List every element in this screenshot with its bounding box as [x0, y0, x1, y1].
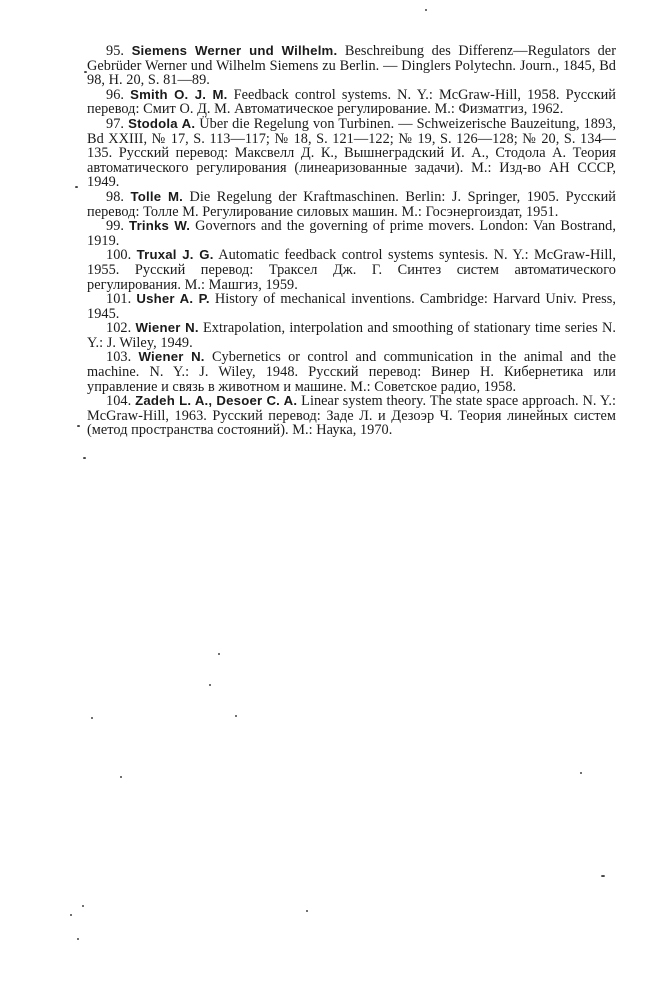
scan-speck [209, 684, 211, 686]
scan-speck [84, 71, 87, 73]
reference-authors: Tolle M. [130, 188, 184, 204]
reference-text: Automatic feedback control systems syntesis. N. Y.: McGraw-Hill, 1955. Русский перевод: Траксел Дж. Г. Синтез систем автоматического регулирования. М.: Машгиз, 1959. [87, 247, 617, 293]
scan-speck [77, 425, 80, 427]
scan-speck [306, 910, 308, 912]
reference-text: Beschreibung des Differenz—Regulators der Gebrüder Werner und Wilhelm Siemens zu Berlin. — Dinglers Polytechn. Journ., 1845, Bd 98, H. 20, S. 81—89. [87, 43, 617, 89]
reference-entry [87, 219, 616, 248]
reference-number: 96. [106, 86, 125, 103]
reference-text: Feedback control systems. N. Y.: McGraw-Hill, 1958. Русский перевод: Смит О. Д. М. Автоматическое регулирование. М.: Физматгиз, 1962. [87, 86, 616, 118]
reference-text: Extrapolation, interpolation and smoothing of stationary time series N. Y.: J. Wiley, 1949. [87, 320, 617, 351]
reference-text: Linear system theory. The state space approach. N. Y.: McGraw-Hill, 1963. Русский перевод: Заде Л. и Дезоэр Ч. Теория линейных систем (метод пространства состояний). М.: Наука, 1970. [87, 393, 617, 439]
scan-speck [82, 905, 84, 907]
scan-speck [120, 776, 122, 778]
bibliography-list [87, 44, 616, 438]
reference-authors: Wiener N. [135, 320, 199, 336]
reference-entry [87, 292, 616, 321]
reference-text: Die Regelung der Kraftmaschinen. Berlin: J. Springer, 1905. Русский перевод: Толле М. Регулирование силовых машин. М.: Госэнергоиздат, 1951. [87, 188, 616, 220]
scan-speck [70, 914, 72, 916]
reference-authors: Usher A. P. [136, 291, 210, 307]
reference-authors: Stodola A. [128, 115, 196, 131]
reference-text: Governors and the governing of prime movers. London: Van Bostrand, 1919. [87, 218, 617, 249]
reference-entry [87, 248, 616, 292]
reference-text: Cybernetics or control and communication in the animal and the machine. N. Y.: J. Wiley, 1948. Русский перевод: Винер Н. Кибернетика или управление и связь в животном и машине. М.: Советское радио, 1958. [87, 349, 617, 395]
scan-speck [425, 9, 427, 11]
scan-speck [601, 875, 605, 877]
reference-number: 97. [106, 115, 125, 132]
reference-text: Über die Regelung von Turbinen. — Schweizerische Bauzeitung, 1893, Bd XXIII, № 17, S. 113—117; № 18, S. 121—122; № 19, S. 126—128; № 20, S. 134—135. Русский перевод: Максвелл Д. К., Вышнеградский И. А., Стодола А. Теория автоматического регулирования (линеаризованные задачи). М.: Изд-во АН СССР, 1949. [87, 115, 617, 191]
reference-number: 100. [106, 247, 132, 264]
reference-entry [87, 321, 616, 350]
reference-number: 99. [106, 218, 125, 235]
reference-entry [87, 44, 616, 88]
scan-speck [91, 717, 93, 719]
reference-number: 101. [106, 291, 132, 308]
reference-authors: Wiener N. [138, 349, 205, 365]
reference-authors: Smith O. J. M. [130, 86, 228, 102]
scan-speck [77, 938, 79, 940]
reference-entry [87, 88, 616, 117]
scan-speck [235, 715, 237, 717]
reference-number: 95. [106, 43, 125, 59]
reference-entry [87, 350, 616, 394]
reference-number: 102. [106, 320, 132, 337]
reference-entry [87, 190, 616, 219]
reference-number: 98. [106, 188, 125, 205]
reference-authors: Zadeh L. A., Desoer C. A. [135, 393, 298, 409]
scan-speck [580, 772, 582, 774]
scan-speck [218, 653, 220, 655]
reference-entry [87, 117, 616, 190]
scan-speck [75, 186, 78, 188]
reference-authors: Truxal J. G. [136, 247, 214, 263]
reference-number: 103. [106, 349, 132, 366]
reference-entry [87, 394, 616, 438]
scan-speck [83, 457, 86, 459]
reference-number: 104. [106, 393, 132, 410]
reference-authors: Siemens Werner und Wilhelm. [131, 43, 338, 58]
reference-authors: Trinks W. [129, 218, 191, 234]
reference-text: History of mechanical inventions. Cambridge: Harvard Univ. Press, 1945. [87, 291, 616, 322]
